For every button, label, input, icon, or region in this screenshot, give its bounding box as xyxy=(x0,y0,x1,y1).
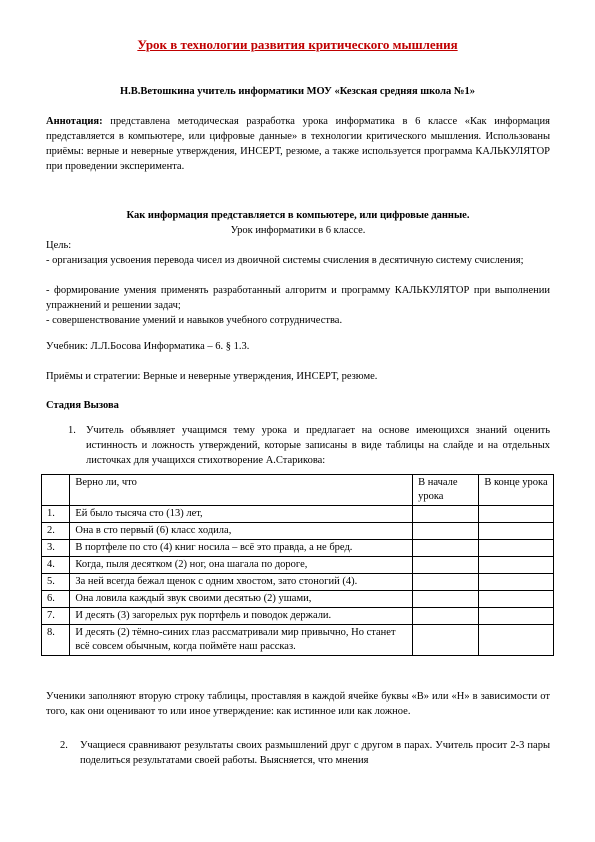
step-text: Учитель объявляет учащимся тему урока и предлагает на основе имеющихся знаний оценить истинность и ложность утверждений, которые записаны в виде таблицы на слайде и на отдельных листочках для учащихся стихотворение А.Старикова: xyxy=(86,425,550,466)
row-number: 7. xyxy=(42,608,70,625)
table-row xyxy=(42,625,554,656)
after-cell[interactable] xyxy=(479,506,554,523)
table-row xyxy=(42,574,554,591)
table-header-cell: Верно ли, что xyxy=(70,475,413,506)
table-row xyxy=(42,557,554,574)
table-header-row xyxy=(42,475,554,506)
row-statement: Ей было тысяча сто (13) лет, xyxy=(70,506,413,523)
before-cell[interactable] xyxy=(413,591,479,608)
after-cell[interactable] xyxy=(479,540,554,557)
strategies-line: Приёмы и стратегии: Верные и неверные утверждения, ИНСЕРТ, резюме. xyxy=(46,371,378,382)
before-cell[interactable] xyxy=(413,557,479,574)
before-cell[interactable] xyxy=(413,540,479,557)
stage-heading: Стадия Вызова xyxy=(46,400,119,411)
row-number: 4. xyxy=(42,557,70,574)
step-text: Учащиеся сравнивают результаты своих размышлений друг с другом в парах. Учитель просит 2-3 пары поделиться результатами своей работы. Выясняется, что мнения xyxy=(80,740,550,766)
after-cell[interactable] xyxy=(479,608,554,625)
after-cell[interactable] xyxy=(479,523,554,540)
goal-item: - организация усвоения перевода чисел из двоичной системы счисления в десятичную систему счисления; xyxy=(46,255,524,266)
textbook-line: Учебник: Л.Л.Босова Информатика – 6. § 1.3. xyxy=(46,341,250,352)
table-header-cell xyxy=(42,475,70,506)
before-cell[interactable] xyxy=(413,608,479,625)
table-row xyxy=(42,608,554,625)
after-cell[interactable] xyxy=(479,591,554,608)
lesson-subheading: Урок информатики в 6 классе. xyxy=(230,225,366,236)
after-cell[interactable] xyxy=(479,574,554,591)
row-number: 1. xyxy=(42,506,70,523)
annotation-text: представлена методическая разработка урока информатика в 6 классе «Как информация представляется в компьютере, или цифровые данные» в технологии критического мышления. Использованы приёмы: верные и неверные утверждения, ИНСЕРТ, резюме, а также используется программа КАЛЬКУЛЯТОР при проведении эксперимента. xyxy=(46,116,550,172)
step-number: 1. xyxy=(68,425,76,436)
author-line: Н.В.Ветошкина учитель информатики МОУ «Кезская средняя школа №1» xyxy=(120,86,475,97)
after-table-paragraph: Ученики заполняют вторую строку таблицы, проставляя в каждой ячейке буквы «В» или «Н» в зависимости от того, как они оценивают то или иное утверждение: как истинное или как ложное. xyxy=(46,691,550,717)
page-title: Урок в технологии развития критического мышления xyxy=(137,37,458,52)
table-row xyxy=(42,506,554,523)
table-header-cell: В начале урока xyxy=(413,475,479,506)
before-cell[interactable] xyxy=(413,506,479,523)
after-cell[interactable] xyxy=(479,557,554,574)
row-statement: За ней всегда бежал щенок с одним хвостом, зато стоногий (4). xyxy=(70,574,413,591)
table-row xyxy=(42,523,554,540)
step-number: 2. xyxy=(60,740,68,751)
row-statement: И десять (2) тёмно-синих глаз рассматривали мир привычно, Но станет всё совсем обычным, когда поймёте наш рассказ. xyxy=(70,625,413,656)
table-header-cell: В конце урока xyxy=(479,475,554,506)
row-statement: В портфеле по сто (4) книг носила – всё это правда, а не бред. xyxy=(70,540,413,557)
lesson-heading: Как информация представляется в компьютере, или цифровые данные. xyxy=(126,210,470,221)
row-number: 6. xyxy=(42,591,70,608)
table-row xyxy=(42,540,554,557)
row-statement: Когда, пыля десятком (2) ног, она шагала по дороге, xyxy=(70,557,413,574)
statements-table xyxy=(41,474,554,656)
before-cell[interactable] xyxy=(413,523,479,540)
row-statement: Она в сто первый (6) класс ходила, xyxy=(70,523,413,540)
goal-item: - совершенствование умений и навыков учебного сотрудничества. xyxy=(46,315,343,326)
goal-item: - формирование умения применять разработанный алгоритм и программу КАЛЬКУЛЯТОР при выполнении упражнений и решении задач; xyxy=(46,285,550,311)
row-number: 2. xyxy=(42,523,70,540)
after-cell[interactable] xyxy=(479,625,554,656)
row-number: 3. xyxy=(42,540,70,557)
row-number: 8. xyxy=(42,625,70,656)
row-statement: И десять (3) загорелых рук портфель и поводок держали. xyxy=(70,608,413,625)
before-cell[interactable] xyxy=(413,625,479,656)
before-cell[interactable] xyxy=(413,574,479,591)
annotation-paragraph xyxy=(46,114,550,174)
goal-label: Цель: xyxy=(46,240,72,251)
annotation-label: Аннотация: xyxy=(46,116,103,127)
row-statement: Она ловила каждый звук своими десятью (2) ушами, xyxy=(70,591,413,608)
table-row xyxy=(42,591,554,608)
row-number: 5. xyxy=(42,574,70,591)
